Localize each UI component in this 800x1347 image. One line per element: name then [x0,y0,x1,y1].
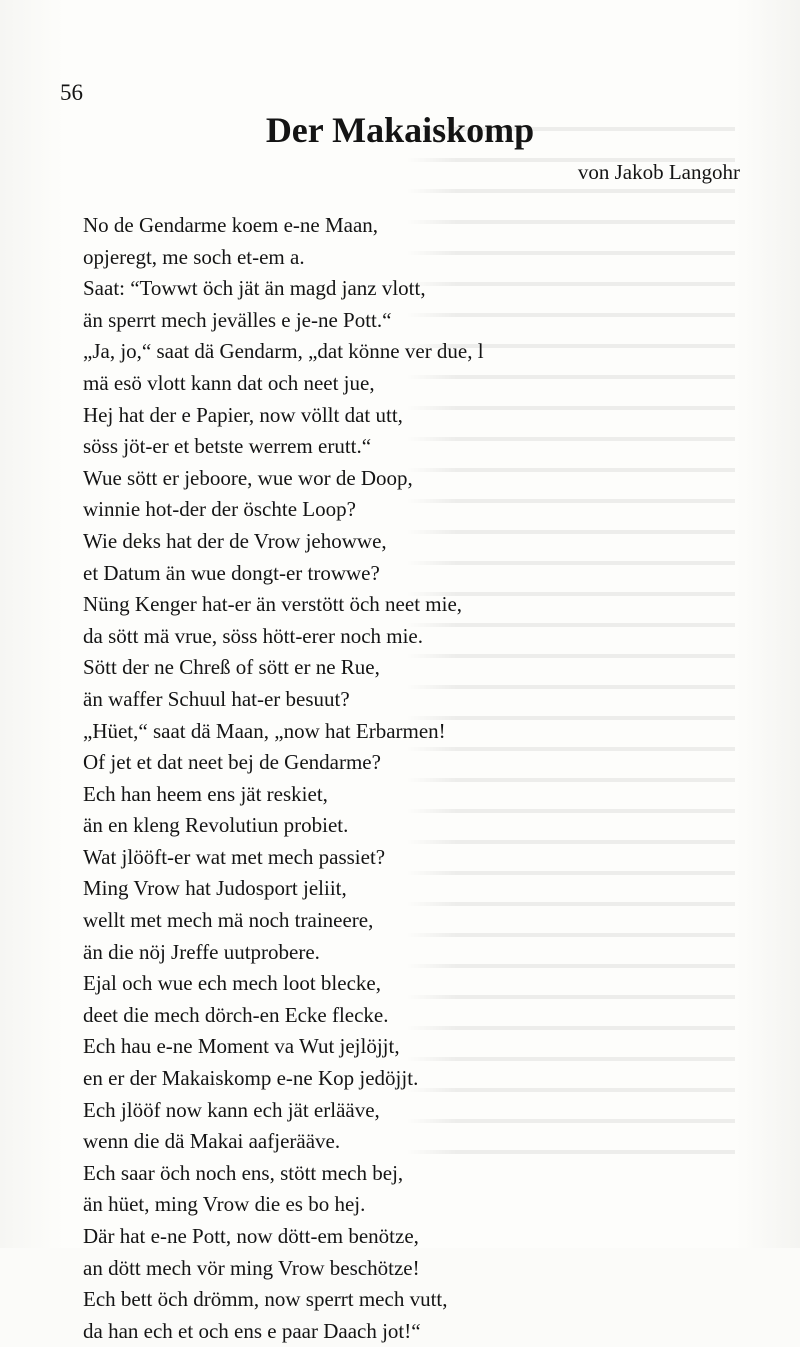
poem-line: wenn die dä Makai aafjerääve. [83,1129,341,1154]
poem-line: Hej hat der e Papier, now völlt dat utt, [83,402,403,427]
poem-line: Ech bett öch drömm, now sperrt mech vutt, [83,1287,448,1312]
poem-line: winnie hot-der der öschte Loop? [83,497,356,522]
poem-line: „Ja, jo,“ saat dä Gendarm, „dat könne ver due, l [83,339,484,364]
poem-line: Ech han heem ens jät reskiet, [83,781,328,806]
poem-line: deet die mech dörch-en Ecke flecke. [83,1002,389,1027]
poem-line: Sött der ne Chreß of sött er ne Rue, [83,655,380,680]
poem-line: än hüet, ming Vrow die es bo hej. [83,1192,366,1217]
poem-line: Nüng Kenger hat-er än verstött öch neet mie, [83,592,463,617]
poem-line: än en kleng Revolutiun probiet. [83,813,349,838]
poem-line: „Hüet,“ saat dä Maan, „now hat Erbarmen! [83,718,446,743]
poem-line: Ech hau e-ne Moment va Wut jejlöjjt, [83,1034,400,1059]
poem-line: et Datum än wue dongt-er trowwe? [83,560,380,585]
poem-line: mä esö vlott kann dat och neet jue, [83,370,375,395]
poem-line: Ming Vrow hat Judosport jeliit, [83,876,347,901]
poem-line: en er der Makaiskomp e-ne Kop jedöjjt. [83,1066,419,1091]
poem-author: von Jakob Langohr [577,160,740,184]
poem-line: än sperrt mech jevälles e je-ne Pott.“ [83,307,392,332]
poem-line: Wat jlööft-er wat met mech passiet? [83,844,386,869]
poem-line: opjeregt, me soch et-em a. [83,244,305,269]
poem-line: än waffer Schuul hat-er besuut? [83,686,350,711]
poem-line: Ech saar öch noch ens, stött mech bej, [83,1160,404,1185]
poem-line: an dött mech vör ming Vrow beschötze! [83,1255,420,1280]
poem-line: wellt met mech mä noch traineere, [83,908,374,933]
poem-line: Ejal och wue ech mech loot blecke, [83,971,381,996]
poem-body [83,210,743,1347]
poem-line: No de Gendarme koem e-ne Maan, [83,213,379,237]
poem-line: da sött mä vrue, söss hött-erer noch mie. [83,623,423,648]
poem-line: Ech jlööf now kann ech jät erlääve, [83,1097,380,1122]
page-number: 56 [60,80,83,105]
poem-line: söss jöt-er et betste werrem erutt.“ [83,434,372,459]
poem-line: Of jet et dat neet bej de Gendarme? [83,750,381,775]
poem-title: Der Makaiskomp [265,110,535,150]
poem-line: Wie deks hat der de Vrow jehowwe, [83,528,387,553]
poem-line: än die nöj Jreffe uutprobere. [83,939,320,964]
poem-line: Saat: “Towwt öch jät än magd janz vlott, [83,276,426,301]
poem-line: da han ech et och ens e paar Daach jot!“ [83,1318,421,1343]
poem-line: Wue sött er jeboore, wue wor de Doop, [83,465,413,490]
poem-line: Där hat e-ne Pott, now dött-em benötze, [83,1224,419,1248]
